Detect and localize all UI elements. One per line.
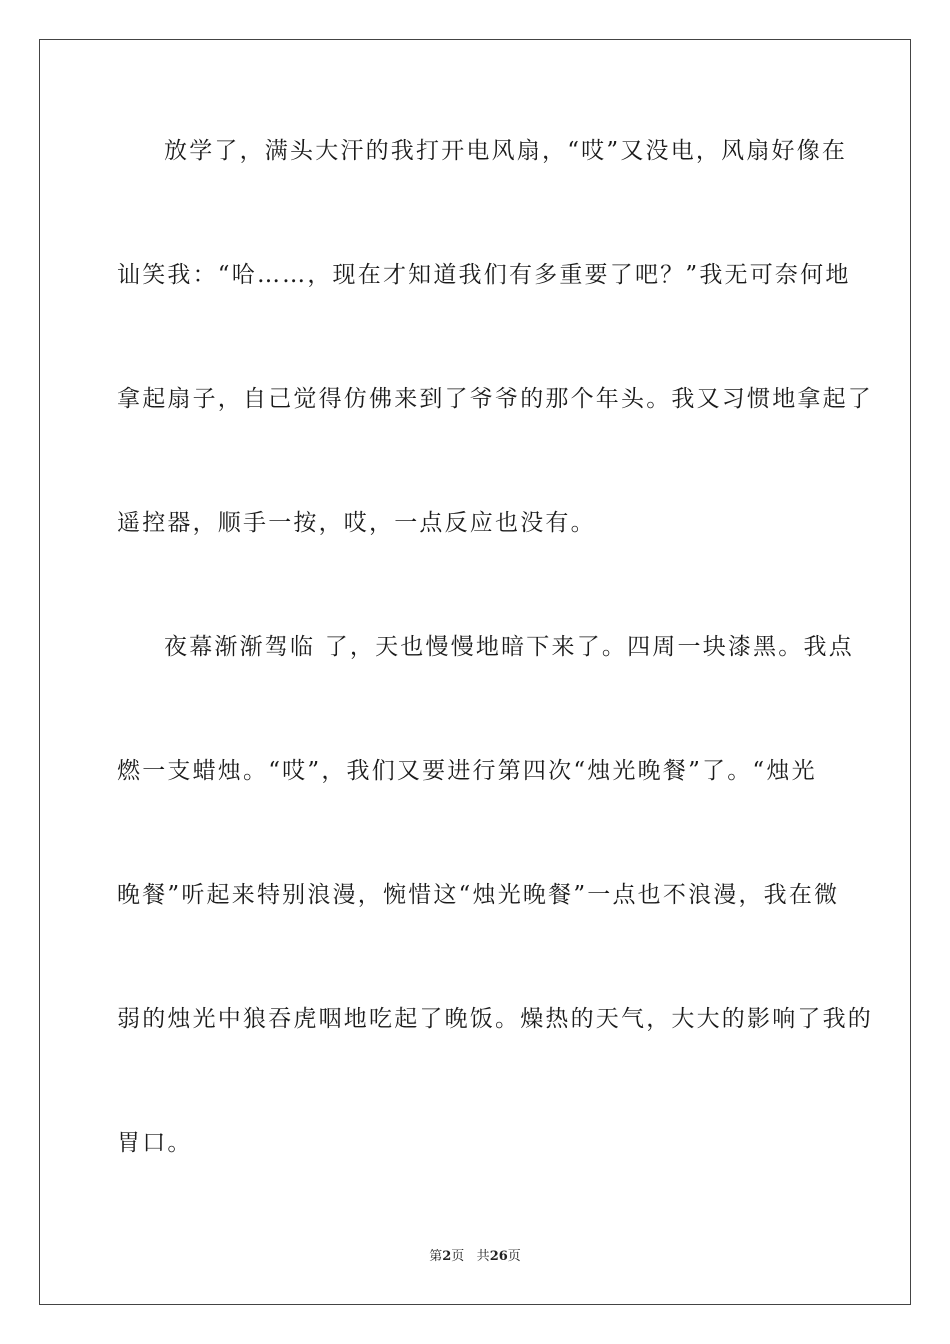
paragraph-1-line-4: 遥控器，顺手一按，哎，一点反应也没有。 bbox=[117, 510, 596, 536]
page-number: 2 bbox=[442, 1249, 452, 1264]
paragraph-2-line-3: 晚餐”听起来特别浪漫，惋惜这“烛光晚餐”一点也不浪漫，我在微 bbox=[117, 882, 840, 908]
paragraph-2-line-2: 燃一支蜡烛。“哎”，我们又要进行第四次“烛光晚餐”了。“烛光 bbox=[117, 758, 817, 784]
paragraph-2-line-5: 胃口。 bbox=[117, 1130, 193, 1156]
paragraph-1-line-2: 讪笑我：“哈……，现在才知道我们有多重要了吧？”我无可奈何地 bbox=[117, 262, 851, 288]
page-footer bbox=[0, 1248, 950, 1266]
paragraph-1-line-1: 放学了，满头大汗的我打开电风扇，“哎”又没电，风扇好像在 bbox=[164, 138, 848, 164]
paragraph-1-line-3: 拿起扇子，自己觉得仿佛来到了爷爷的那个年头。我又习惯地拿起了 bbox=[117, 386, 873, 412]
page-prefix: 第 bbox=[429, 1249, 443, 1264]
total-pages: 26 bbox=[489, 1249, 508, 1264]
total-prefix: 共 bbox=[476, 1249, 490, 1264]
page-border bbox=[39, 39, 911, 1305]
paragraph-2-line-4: 弱的烛光中狼吞虎咽地吃起了晚饭。燥热的天气，大大的影响了我的 bbox=[117, 1006, 873, 1032]
paragraph-2-line-1: 夜幕渐渐驾临 了，天也慢慢地暗下来了。四周一块漆黑。我点 bbox=[164, 634, 854, 660]
page-suffix: 页 bbox=[451, 1249, 465, 1264]
total-suffix: 页 bbox=[507, 1249, 521, 1264]
